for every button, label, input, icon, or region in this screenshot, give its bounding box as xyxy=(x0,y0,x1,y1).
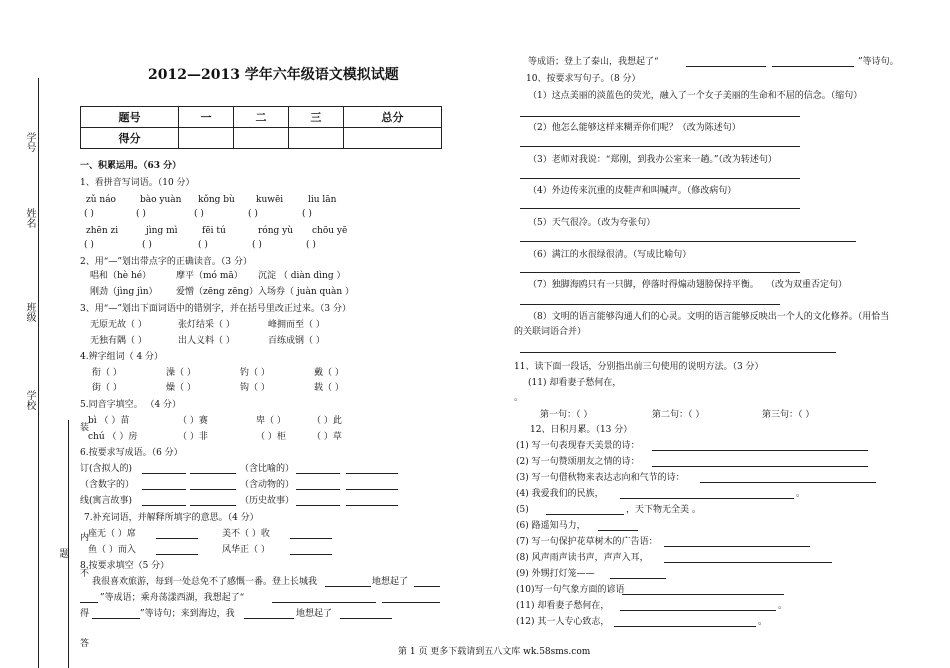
answer-line[interactable] xyxy=(620,610,776,611)
q7-title: 7.补充词语，并解释所填字的意思。（4 分） xyxy=(84,513,259,523)
q12-item: (5) xyxy=(516,505,529,515)
q11-para: 。 xyxy=(514,393,524,403)
q8-text: 地想起了 xyxy=(296,609,333,619)
label-ti: 题 xyxy=(57,548,68,558)
q8-text: 我很喜欢旅游，每到一处总免不了感慨一番。登上长城我 xyxy=(92,577,318,587)
score-header: 一 xyxy=(179,107,234,128)
q3-item: 峰拥而至（ ） xyxy=(268,320,325,330)
q6-label: （含比喻的） xyxy=(240,464,295,474)
label-xingming: 姓名 xyxy=(24,208,35,228)
q2-title: 2、用“—”划出带点字的正确读音。（3 分） xyxy=(80,257,253,267)
q4-item: 衔（ ） xyxy=(92,368,122,378)
label-banji: 班级 xyxy=(24,302,35,322)
q11-title: 11、读下面一段话，分别指出前三句使用的说明方法。（3 分） xyxy=(514,362,764,372)
q8-text: 得 xyxy=(80,609,90,619)
q12-item: 。 xyxy=(778,601,788,611)
answer-paren[interactable]: ( ) xyxy=(252,240,262,250)
answer-line[interactable] xyxy=(546,514,624,515)
score-label: 得分 xyxy=(81,128,179,149)
pinyin: chōu yē xyxy=(312,226,348,236)
score-header: 三 xyxy=(288,107,343,128)
q11-answer[interactable]: 第二句：（ ） xyxy=(652,410,705,420)
page-footer: 第 1 页 更多下载请到五八文库 wk.58sms.com xyxy=(398,647,591,657)
q8-text: ”等诗句；来到海边，我 xyxy=(140,609,235,619)
label-xuehao: 学号 xyxy=(24,132,35,152)
score-cell[interactable] xyxy=(234,128,289,149)
pinyin: jìng mì xyxy=(146,226,178,236)
answer-paren[interactable]: ( ) xyxy=(306,240,316,250)
q1-title: 1、看拼音写词语。（10 分） xyxy=(80,178,195,188)
answer-line[interactable] xyxy=(520,272,800,273)
answer-line[interactable] xyxy=(520,304,780,305)
section-1-heading: 一、积累运用。（63 分） xyxy=(80,161,182,171)
q12-item: (8) 风声雨声读书声，声声入耳， xyxy=(516,553,649,563)
answer-line[interactable] xyxy=(664,546,810,547)
q3-item: 无原无故（ ） xyxy=(90,320,147,330)
answer-line[interactable] xyxy=(614,626,756,627)
q12-item: (9) 外甥打灯笼—— xyxy=(516,569,595,579)
q2-item: 唱和（hè hé） xyxy=(90,271,152,281)
q10-sentence: （3）老师对我说：“郑刚，到我办公室来一趟。”（改为转述句） xyxy=(528,155,777,165)
answer-paren[interactable]: ( ) xyxy=(302,209,312,219)
q4-title: 4.辨字组词（ 4 分） xyxy=(80,352,164,362)
q10-sentence: （7）独脚海鸥只有一只脚，停落时得煽动翅膀保持平衡。 xyxy=(528,280,759,290)
q12-item: (1) 写一句表现春天美景的诗： xyxy=(516,441,640,451)
q2-item: 沉淀 （ diàn dìng ） xyxy=(258,271,346,281)
q3-item: 出人义料（ ） xyxy=(178,336,235,346)
answer-line[interactable] xyxy=(598,530,638,531)
q3-item: 张灯结采（ ） xyxy=(178,320,235,330)
q5-title: 5.同音字填空。 （4 分） xyxy=(80,400,182,410)
q5-item: 卑（ ） xyxy=(256,416,286,426)
q4-item: 钓（ ） xyxy=(240,368,270,378)
q10-sentence: （8）文明的语言能够沟通人们的心灵。文明的语言能够反映出一个人的文化修养。（用恰当 xyxy=(528,312,890,322)
q8-text: ”等成语；乘舟荡漾西湖，我想起了“ xyxy=(100,593,245,603)
answer-line[interactable] xyxy=(520,146,800,147)
q12-item: (6) 路遥知马力， xyxy=(516,521,586,531)
q4-item: 澡（ ） xyxy=(166,368,196,378)
label-bu: 不 xyxy=(80,569,90,579)
q10-sentence: （5）天气很冷。（改为夸张句） xyxy=(528,218,656,228)
q6-label: 订(含拟人的) xyxy=(80,464,133,474)
q12-item: (11) 却看妻子愁何在， xyxy=(516,601,610,611)
q8-title: 8.按要求填空（5 分） xyxy=(80,561,170,571)
label-da: 答 xyxy=(80,639,90,649)
q5-item: （ ）赛 xyxy=(178,416,208,426)
q2-item: 爱憎（zēng zēng） xyxy=(176,287,259,297)
score-header: 二 xyxy=(234,107,289,128)
q5-item: （ ）草 xyxy=(312,432,342,442)
q10-sentence: （1）这点美丽的淡蓝色的荧光，融入了一个女子美丽的生命和不屈的信念。（缩句） xyxy=(528,91,863,101)
r-cont-text: 等成语；登上了泰山，我想起了“ xyxy=(528,57,659,67)
answer-line[interactable] xyxy=(700,482,876,483)
q11-para: (11) 却看妻子愁何在， xyxy=(528,378,622,388)
q2-item: 刚劲（jìng jìn） xyxy=(90,287,158,297)
q5-item: chú （ ）房 xyxy=(88,432,138,442)
q12-title: 12、日积月累。（13 分） xyxy=(530,425,633,435)
label-zhuang: 装 xyxy=(80,423,90,433)
q12-item: (7) 写一句保护花草树木的广告语： xyxy=(516,537,658,547)
pinyin: liu lān xyxy=(308,195,337,205)
q10-sentence: （2）他怎么能够这样来糊弄你们呢？（改为陈述句） xyxy=(528,123,741,133)
q3-title: 3、用“—”划出下面词语中的错别字，并在括号里改正过来。（3 分） xyxy=(80,304,352,314)
page-title: 2012—2013 学年六年级语文模拟试题 xyxy=(148,67,399,83)
q10-sentence: （4）外边传来沉重的皮鞋声和叫喊声。（修改病句） xyxy=(528,186,737,196)
answer-paren[interactable]: ( ) xyxy=(248,209,258,219)
answer-paren[interactable]: ( ) xyxy=(198,240,208,250)
r-cont-text: ”等诗句。 xyxy=(858,57,899,67)
q6-label: 线(寓言故事) xyxy=(80,496,133,506)
score-cell[interactable] xyxy=(343,128,441,149)
answer-line[interactable] xyxy=(622,594,784,595)
score-cell[interactable] xyxy=(179,128,234,149)
q11-answer[interactable]: 第三句：（ ） xyxy=(762,410,815,420)
score-cell[interactable] xyxy=(288,128,343,149)
q2-item: 摩平（mó mā） xyxy=(176,271,243,281)
q10-sentence: 的关联词语合并） xyxy=(514,327,587,337)
answer-paren[interactable]: ( ) xyxy=(136,209,146,219)
answer-line[interactable] xyxy=(652,466,868,467)
q5-item: （ ）此 xyxy=(312,416,342,426)
answer-paren[interactable]: ( ) xyxy=(142,240,152,250)
q11-answer[interactable]: 第一句：（ ） xyxy=(540,410,593,420)
seal-line xyxy=(68,420,69,668)
q6-label: （历史故事） xyxy=(240,496,295,506)
q12-item: 。 xyxy=(758,617,768,627)
q12-item: (3) 写一句借秋物来表达志向和气节的诗： xyxy=(516,473,685,483)
q12-item: (2) 写一句赞颂朋友之情的诗： xyxy=(516,457,640,467)
label-nei: 内 xyxy=(80,533,90,543)
answer-paren[interactable]: ( ) xyxy=(194,209,204,219)
q10-sentence: （改为双重否定句） xyxy=(766,280,848,290)
q5-item: （ ）柜 xyxy=(256,432,286,442)
q10-title: 10、按要求写句子。（8 分） xyxy=(526,74,641,84)
q3-item: 无独有隅（ ） xyxy=(90,336,147,346)
q4-item: 戴（ ） xyxy=(314,368,344,378)
answer-line[interactable] xyxy=(520,116,800,117)
pinyin: bào yuàn xyxy=(140,195,182,205)
q12-item: ，天下物无全美 。 xyxy=(626,505,701,515)
label-xuexiao: 学校 xyxy=(24,390,35,410)
answer-line[interactable] xyxy=(620,498,794,499)
q6-title: 6.按要求写成语。（6 分） xyxy=(80,448,183,458)
answer-line[interactable] xyxy=(520,241,856,242)
q12-item: (10)写一句气象方面的谚语 xyxy=(516,585,625,595)
q4-item: 钩（ ） xyxy=(240,383,270,393)
q10-sentence: （6）满江的水很绿很清。（写成比喻句） xyxy=(528,250,692,260)
answer-paren[interactable]: ( ) xyxy=(84,240,94,250)
answer-line[interactable] xyxy=(520,352,836,353)
q12-item: 。 xyxy=(796,489,806,499)
answer-line[interactable] xyxy=(520,178,800,179)
q7-item: 座无（ ）席 xyxy=(88,529,136,539)
q3-item: 百练成钢（ ） xyxy=(268,336,325,346)
answer-paren[interactable]: ( ) xyxy=(84,209,94,219)
q7-item: 美不（ ）收 xyxy=(222,529,270,539)
answer-line[interactable] xyxy=(610,578,666,579)
score-header: 题号 xyxy=(81,107,179,128)
q6-label: （含动物的） xyxy=(240,480,295,490)
q7-item: 鱼（ ）而入 xyxy=(88,545,136,555)
q2-item: 入场券（ juàn quàn ） xyxy=(258,287,355,297)
pinyin: róng yù xyxy=(258,226,294,236)
q7-item: 风华正（ ） xyxy=(222,545,270,555)
answer-line[interactable] xyxy=(664,562,832,563)
q8-text: 地想起了 xyxy=(372,577,409,587)
q12-item: (12) 其一人专心致志， xyxy=(516,617,610,627)
q6-label: （含数字的） xyxy=(80,480,135,490)
margin-line xyxy=(38,78,39,668)
answer-line[interactable] xyxy=(520,208,800,209)
pinyin: kuwēi xyxy=(256,195,284,205)
score-table xyxy=(80,106,442,149)
pinyin: zǔ náo xyxy=(86,195,116,205)
pinyin: kǒng bù xyxy=(198,195,235,205)
answer-line[interactable] xyxy=(652,450,868,451)
q5-item: （ ）非 xyxy=(178,432,208,442)
q12-item: (4) 我爱我们的民族， xyxy=(516,489,604,499)
q4-item: 燥（ ） xyxy=(166,383,196,393)
q4-item: 街（ ） xyxy=(92,383,122,393)
q4-item: 载（ ） xyxy=(314,383,344,393)
pinyin: zhēn zi xyxy=(86,226,119,236)
pinyin: fēi tú xyxy=(202,226,226,236)
q5-item: bì （ ）苗 xyxy=(88,416,130,426)
score-header: 总分 xyxy=(343,107,441,128)
